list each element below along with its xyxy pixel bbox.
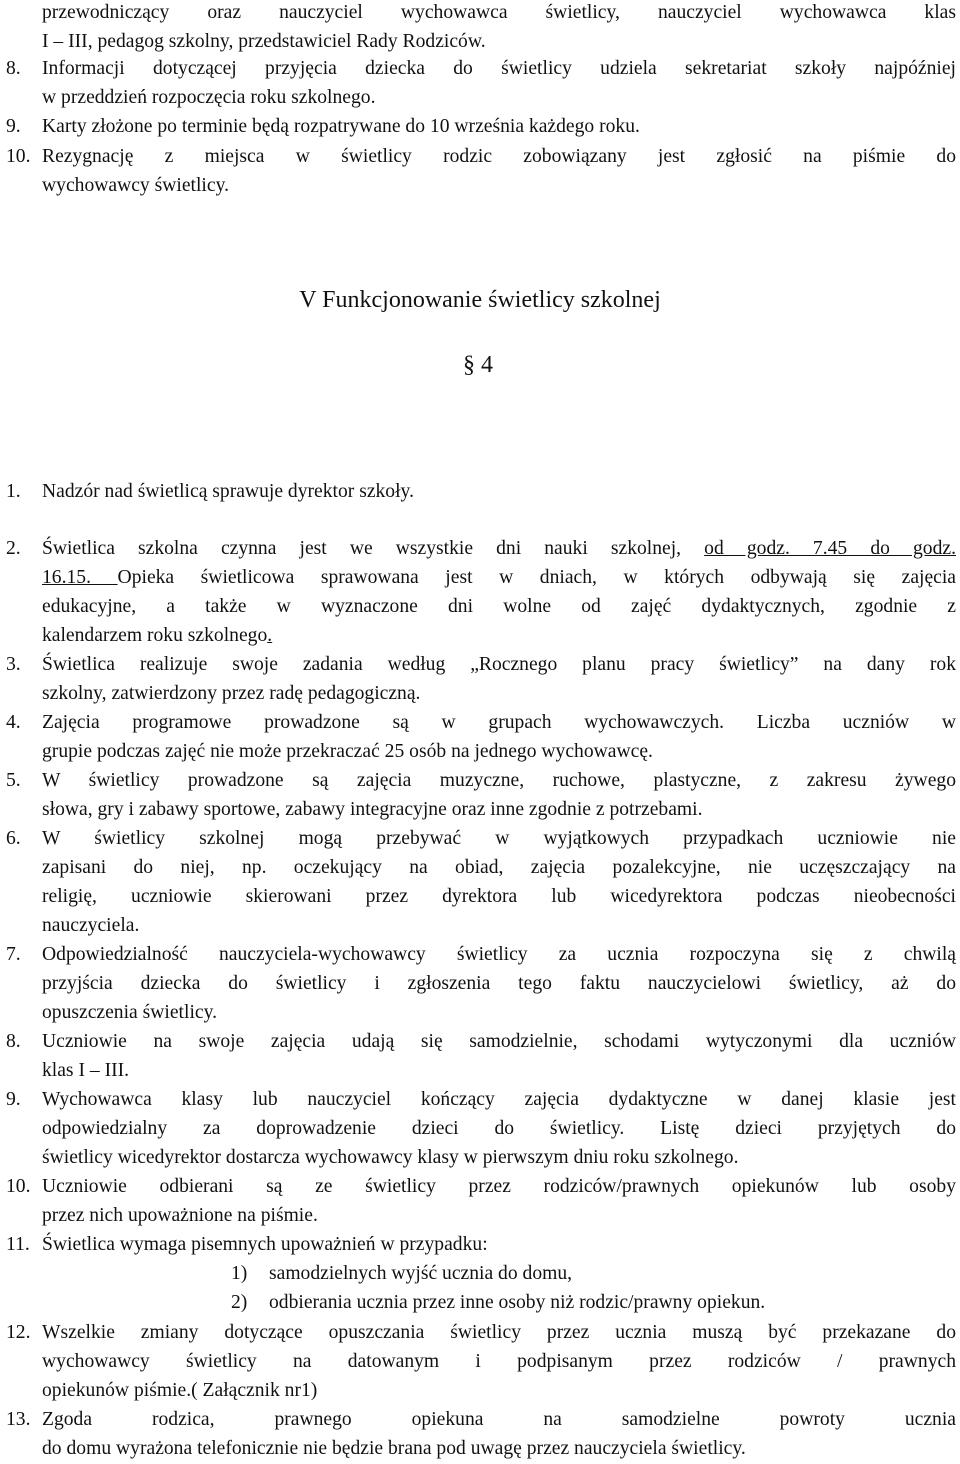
item-line: słowa, gry i zabawy sportowe, zabawy integracyjne oraz inne zgodnie z potrzebami. — [42, 799, 703, 820]
item-line: Zgoda rodzica, prawnego opiekuna na samodzielne powroty ucznia — [42, 1409, 956, 1430]
list-item — [6, 940, 956, 1027]
item-line: Nadzór nad świetlicą sprawuje dyrektor szkoły. — [42, 481, 414, 502]
item-line: odpowiedzialny za doprowadzenie dzieci do świetlicy. Listę dzieci przyjętych do — [42, 1118, 956, 1139]
item-number: 7. — [6, 944, 21, 965]
item-number: 8. — [6, 58, 21, 79]
item-line: Rezygnację z miejsca w świetlicy rodzic zobowiązany jest zgłosić na piśmie do — [42, 146, 956, 167]
item-line: Uczniowie na swoje zajęcia udają się samodzielnie, schodami wytyczonymi dla uczniów — [42, 1031, 956, 1052]
item-line: nauczyciela. — [42, 915, 140, 936]
item-line: Wychowawca klasy lub nauczyciel kończący zajęcia dydaktyczne w danej klasie jest — [42, 1089, 956, 1110]
item-line: przez nich upoważnione na piśmie. — [42, 1205, 318, 1226]
item-text-period: . — [267, 625, 273, 646]
list-item — [6, 54, 956, 112]
item-line: Informacji dotyczącej przyjęcia dziecka do świetlicy udziela sekretariat szkoły najpóźniej — [42, 58, 956, 79]
item-line: Odpowiedzialność nauczyciela-wychowawcy świetlicy za ucznia rozpoczyna się z chwilą — [42, 944, 956, 965]
item-line: klas I – III. — [42, 1060, 130, 1081]
item-number: 2. — [6, 538, 21, 559]
item-number: 6. — [6, 828, 21, 849]
item-line: opiekunów piśmie.( Załącznik nr1) — [42, 1380, 318, 1401]
list-item — [6, 824, 956, 940]
item-number: 12. — [6, 1322, 31, 1343]
item-line: Zajęcia programowe prowadzone są w grupach wychowawczych. Liczba uczniów w — [42, 712, 956, 733]
item-line: zapisani do niej, np. oczekujący na obiad, zajęcia pozalekcyjne, nie uczęszczający na — [42, 857, 956, 878]
item-line: religię, uczniowie skierowani przez dyrektora lub wicedyrektora podczas nieobecności — [42, 886, 956, 907]
sub-item-text: samodzielnych wyjść ucznia do domu, — [269, 1263, 573, 1284]
list-item — [6, 534, 956, 650]
item-number: 10. — [6, 146, 31, 167]
sub-list-item — [231, 1259, 572, 1288]
item-text: Świetlica szkolna czynna jest we wszystkie dni nauki szkolnej, — [42, 538, 705, 559]
item-line: do domu wyrażona telefonicznie nie będzie brana pod uwagę przez nauczyciela świetlicy. — [42, 1438, 746, 1459]
item-number: 10. — [6, 1176, 31, 1197]
sub-item-number: 1) — [231, 1263, 248, 1284]
item-line: przyjścia dziecka do świetlicy i zgłoszenia tego faktu nauczycielowi świetlicy, aż do — [42, 973, 956, 994]
item-number: 1. — [6, 481, 21, 502]
item-line: wychowawcy świetlicy na datowanym i podpisanym przez rodziców / prawnych — [42, 1351, 956, 1372]
item-line: Świetlica wymaga pisemnych upoważnień w przypadku: — [42, 1234, 488, 1255]
item-line: Świetlica realizuje swoje zadania według „Rocznego planu pracy świetlicy” na dany rok — [42, 654, 956, 675]
item-line: wychowawcy świetlicy. — [42, 175, 229, 196]
item-line: opuszczenia świetlicy. — [42, 1002, 218, 1023]
item-line: szkolny, zatwierdzony przez radę pedagogiczną. — [42, 683, 421, 704]
intro-line-1: przewodniczący oraz nauczyciel wychowawca świetlicy, nauczyciel wychowawca klas — [42, 2, 956, 23]
item-number: 9. — [6, 1089, 21, 1110]
item-number: 3. — [6, 654, 21, 675]
list-item — [6, 1230, 956, 1259]
item-number: 4. — [6, 712, 21, 733]
item-text: Opieka świetlicowa sprawowana jest w dniach, w których odbywają się zajęcia — [117, 567, 956, 588]
item-line: Uczniowie odbierani są ze świetlicy przez rodziców/prawnych opiekunów lub osoby — [42, 1176, 956, 1197]
intro-paragraph — [6, 0, 956, 56]
list-item — [6, 142, 956, 200]
list-item — [6, 766, 956, 824]
item-line: W świetlicy szkolnej mogą przebywać w wyjątkowych przypadkach uczniowie nie — [42, 828, 956, 849]
list-item — [6, 650, 956, 708]
item-line: Karty złożone po terminie będą rozpatrywane do 10 września każdego roku. — [42, 116, 640, 137]
item-number: 13. — [6, 1409, 31, 1430]
item-line: Wszelkie zmiany dotyczące opuszczania świetlicy przez ucznia muszą być przekazane do — [42, 1322, 956, 1343]
list-item — [6, 1405, 956, 1463]
sub-item-number: 2) — [231, 1292, 248, 1313]
intro-line-2: I – III, pedagog szkolny, przedstawiciel Rady Rodziców. — [42, 31, 486, 52]
item-text: kalendarzem roku szkolnego — [42, 625, 268, 646]
hours-text: od godz. 7.45 do godz. — [704, 538, 956, 559]
paragraph-sign: § 4 — [463, 352, 493, 378]
item-line — [42, 621, 956, 650]
item-number: 8. — [6, 1031, 21, 1052]
item-line: edukacyjne, a także w wyznaczone dni wolne od zajęć dydaktycznych, zgodnie z — [42, 596, 956, 617]
item-number: 11. — [6, 1234, 30, 1255]
section-heading: V Funkcjonowanie świetlicy szkolnej — [299, 287, 661, 313]
list-item — [6, 477, 956, 506]
item-line — [42, 563, 956, 592]
sub-item-text: odbierania ucznia przez inne osoby niż rodzic/prawny opiekun. — [269, 1292, 766, 1313]
sub-list-item — [231, 1288, 765, 1317]
list-item — [6, 112, 956, 141]
list-item — [6, 708, 956, 766]
item-line: świetlicy wicedyrektor dostarcza wychowawcy klasy w pierwszym dniu roku szkolnego. — [42, 1147, 739, 1168]
hours-end-text: 16.15. — [42, 567, 118, 588]
item-line: grupie podczas zajęć nie może przekraczać 25 osób na jednego wychowawcę. — [42, 741, 653, 762]
item-line — [42, 534, 956, 563]
list-item — [6, 1318, 956, 1405]
list-item — [6, 1172, 956, 1230]
list-item — [6, 1027, 956, 1085]
item-line: W świetlicy prowadzone są zajęcia muzyczne, ruchowe, plastyczne, z zakresu żywego — [42, 770, 956, 791]
list-item — [6, 1085, 956, 1172]
item-number: 9. — [6, 116, 21, 137]
item-number: 5. — [6, 770, 21, 791]
item-line: w przeddzień rozpoczęcia roku szkolnego. — [42, 87, 376, 108]
